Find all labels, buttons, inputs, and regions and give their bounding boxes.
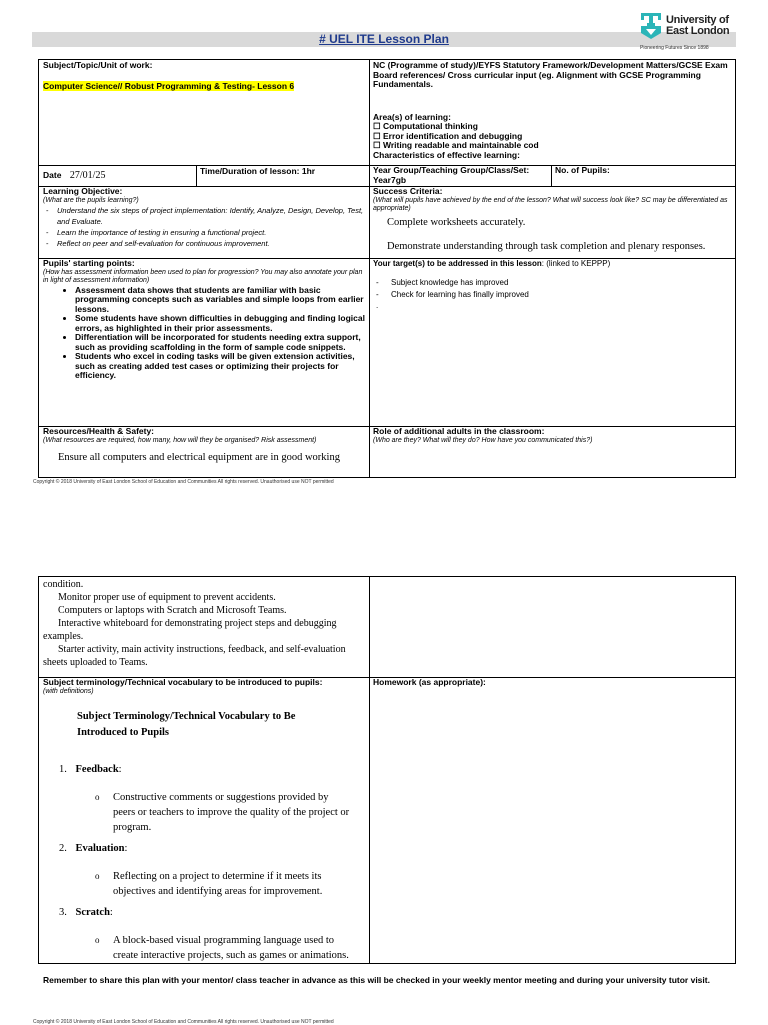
- starting-point-item: • Differentiation will be incorporated for students needing extra support, such as providing scaffolding in the form of sample code snippets.: [75, 333, 367, 352]
- pupils-cell: [555, 166, 733, 186]
- title-bar: [32, 32, 736, 47]
- vocab-title: Subject Terminology/Technical Vocabulary to Be Introduced to Pupils: [77, 711, 296, 738]
- subject-value-wrap: [43, 82, 365, 92]
- date-value: 27/01/25: [69, 170, 106, 181]
- learning-objective-item: - Reflect on peer and self-evaluation for continuous improvement.: [43, 238, 367, 249]
- targets-heading: [373, 259, 733, 269]
- subject-value: Computer Science// Robust Programming & Testing- Lesson 6: [43, 80, 295, 91]
- area-item: ☐ Writing readable and maintainable cod: [373, 140, 539, 150]
- resources-label: Resources/Health & Safety:: [43, 427, 155, 436]
- copyright-footer-page-2: Copyright © 2018 University of East London School of Education and Communities All rights reserved. Unauthorised use NOT permitted: [33, 1019, 334, 1025]
- vocab-term: Evaluation: [75, 843, 125, 854]
- terminology-cell: [43, 678, 367, 962]
- logo-text: [666, 15, 729, 37]
- nc-label: NC (Programme of study)/EYFS Statutory Framework/Development Matters/GCSE Exam Board references/ Cross curricular input (eg. Alignment with GCSE Programming Fundamentals.: [373, 61, 728, 89]
- area-item: ☐ Computational thinking: [373, 121, 478, 131]
- targets-label: Your target(s) to be addressed in this lesson: [373, 259, 542, 268]
- terminology-hint: (with definitions): [43, 687, 94, 695]
- vocab-term: Scratch: [75, 907, 110, 918]
- vocab-definition: o A block-based visual programming language used to create interactive projects, such as games or animations.: [95, 933, 353, 962]
- resources-hint: (What resources are required, how many, how will they be organised? Risk assessment): [43, 436, 317, 444]
- learning-objective-cell: [43, 187, 367, 257]
- resources-cell: [43, 427, 367, 477]
- resources-continued-line: Monitor proper use of equipment to prevent accidents.: [58, 592, 276, 603]
- time-label: Time/Duration of lesson: 1hr: [200, 167, 316, 176]
- starting-points-cell: [43, 259, 367, 425]
- learning-objective-hint: (What are the pupils learning?): [43, 196, 139, 204]
- copyright-footer: Copyright © 2018 University of East London School of Education and Communities All rights reserved. Unauthorised use NOT permitted: [33, 479, 334, 485]
- area-item: ☐ Error identification and debugging: [373, 130, 523, 141]
- document-title: # UEL ITE Lesson Plan: [319, 32, 449, 46]
- starting-points-label: Pupils' starting points:: [43, 259, 135, 268]
- starting-points-hint: (How has assessment information been used to plan for progression? You may also annotate your plan in light of assessment information): [43, 268, 363, 284]
- nc-cell: [373, 61, 733, 165]
- starting-point-item: • Assessment data shows that students are familiar with basic programming concepts such as variables and simple loops from earlier lessons.: [75, 286, 367, 315]
- lesson-plan-table-continued: [38, 576, 736, 964]
- learning-objective-label: Learning Objective:: [43, 187, 123, 196]
- vocab-term-3: 3. Scratch:: [59, 907, 113, 918]
- resources-continued-line: Computers or laptops with Scratch and Microsoft Teams.: [58, 605, 287, 616]
- vocab-number: 3.: [59, 907, 67, 918]
- target-item: - Check for learning has finally improved: [373, 289, 733, 301]
- success-criteria-cell: [373, 187, 733, 257]
- learning-objective-item: - Learn the importance of testing in ensuring a functional project.: [43, 227, 367, 238]
- learning-objective-item: - Understand the six steps of project implementation: Identify, Analyze, Design, Develop, Test, and Evaluate.: [43, 205, 367, 227]
- vocab-definition: o Constructive comments or suggestions provided by peers or teachers to improve the quality of the project or program.: [95, 790, 353, 835]
- resources-continued-cell: [43, 578, 367, 676]
- year-group-value: Year7gb: [373, 174, 407, 185]
- logo-line-1: University of: [666, 14, 729, 26]
- success-criteria-label: Success Criteria:: [373, 187, 443, 196]
- starting-points-list: [43, 286, 367, 381]
- homework-label: Homework (as appropriate):: [373, 678, 486, 687]
- targets-suffix: : (linked to KEPPP): [541, 259, 611, 268]
- lesson-plan-table: [38, 59, 736, 478]
- vocab-number: 1.: [59, 764, 67, 775]
- subject-label: Subject/Topic/Unit of work:: [43, 61, 153, 70]
- vocab-term-1: 1. Feedback:: [59, 764, 122, 775]
- time-cell: [200, 167, 366, 185]
- year-group-cell: [373, 166, 549, 186]
- uel-logo: [640, 12, 740, 54]
- vocab-definition: o Reflecting on a project to determine if it meets its objectives and identifying areas for improvement.: [95, 869, 353, 899]
- logo-line-2: East London: [666, 25, 730, 37]
- mentor-reminder: Remember to share this plan with your mentor/ class teacher in advance as this will be checked in your weekly mentor meeting and during your university tutor visit.: [43, 975, 710, 985]
- adults-hint: (Who are they? What will they do? How have you communicated this?): [373, 436, 593, 444]
- success-item: Complete worksheets accurately.: [387, 216, 526, 228]
- starting-point-item: • Students who excel in coding tasks will be given extension activities, such as creating added test cases or optimizing their projects for efficiency.: [75, 352, 367, 381]
- targets-cell: [373, 259, 733, 425]
- areas-label: Area(s) of learning:: [373, 111, 451, 122]
- logo-tagline: Pioneering Futures Since 1898: [640, 45, 709, 51]
- date-label: Date: [43, 170, 62, 180]
- starting-point-item: • Some students have shown difficulties in debugging and finding logical errors, as highlighted in their prior assessments.: [75, 314, 367, 333]
- pupils-label: No. of Pupils:: [555, 166, 610, 175]
- target-item-empty-marker: .: [376, 301, 379, 310]
- characteristics-label: Characteristics of effective learning:: [373, 149, 520, 160]
- homework-cell: [373, 678, 733, 962]
- subject-cell: [43, 61, 365, 161]
- success-item: Demonstrate understanding through task completion and plenary responses.: [387, 240, 706, 252]
- terminology-label: Subject terminology/Technical vocabulary to be introduced to pupils:: [43, 678, 323, 687]
- resources-continued-line: condition.: [43, 579, 84, 590]
- year-group-label: Year Group/Teaching Group/Class/Set:: [373, 166, 530, 175]
- adults-label: Role of additional adults in the classroom:: [373, 427, 545, 436]
- adults-cell: [373, 427, 733, 477]
- vocab-term-2: 2. Evaluation:: [59, 843, 128, 854]
- resources-text: Ensure all computers and electrical equipment are in good working: [58, 452, 340, 463]
- date-cell: [43, 167, 193, 185]
- uel-logo-icon: [640, 12, 662, 40]
- target-item: - Subject knowledge has improved: [373, 277, 733, 289]
- vocab-term: Feedback: [75, 764, 119, 775]
- success-criteria-hint: (What will pupils have achieved by the end of the lesson? What will success look like? SC may be differentiated as appropriate): [373, 196, 728, 212]
- resources-continued-line: Starter activity, main activity instructions, feedback, and self-evaluation sheets uploaded to Teams.: [43, 644, 346, 668]
- vocab-number: 2.: [59, 843, 67, 854]
- resources-continued-line: Interactive whiteboard for demonstrating project steps and debugging examples.: [43, 618, 337, 642]
